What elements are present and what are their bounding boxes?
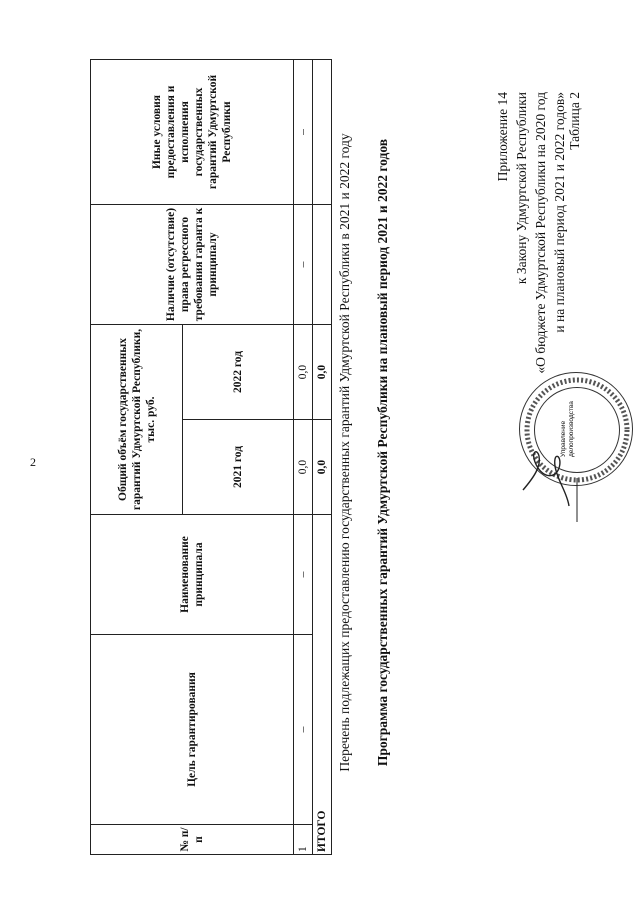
signature (515, 380, 625, 530)
header-total-volume: Общий объём государственных гарантий Удмуртской Республики, тыс. руб. (91, 325, 183, 515)
cell-2021: 0,0 (294, 420, 313, 515)
header-other-conditions: Иные условия предоставления и исполнения государственных гарантий Удмуртской Республики (91, 60, 294, 205)
stamp-line-1: Управление (560, 420, 567, 457)
appendix-line-1: Приложение 14 (495, 92, 510, 182)
appendix-line-2: к Закону Удмуртской Республики (514, 92, 529, 285)
total-2022: 0,0 (313, 325, 332, 420)
total-row (313, 60, 332, 855)
cell-principal: – (294, 515, 313, 635)
header-purpose: Цель гарантирования (91, 635, 294, 825)
page-number: 2 (30, 455, 36, 469)
table-row (294, 60, 313, 855)
header-principal: Наименование принципала (91, 515, 294, 635)
total-2021: 0,0 (313, 420, 332, 515)
appendix-line-3: «О бюджете Удмуртской Республики на 2020 год (533, 92, 548, 374)
header-year-2021: 2021 год (183, 420, 294, 515)
total-regress-empty (313, 205, 332, 325)
cell-2022: 0,0 (294, 325, 313, 420)
header-year-2022: 2022 год (183, 325, 294, 420)
cell-other: – (294, 60, 313, 205)
guarantees-table (90, 59, 332, 855)
stamp-line-2: делопроизводства (568, 401, 575, 457)
cell-purpose: – (294, 635, 313, 825)
cell-regress: – (294, 205, 313, 325)
total-label: ИТОГО (313, 515, 332, 855)
cell-num: 1 (294, 825, 313, 855)
appendix-line-4: и на плановый период 2021 и 2022 годов» (552, 92, 567, 333)
header-num: № п/п (91, 825, 294, 855)
appendix-header (493, 92, 569, 374)
table-label: Таблица 2 (567, 92, 582, 150)
header-regress: Наличие (отсутствие) права регрессного требования гаранта к принципалу (91, 205, 294, 325)
page-subtitle: Перечень подлежащих предоставлению государственных гарантий Удмуртской Республики в 2021 и 2022 году (337, 133, 352, 772)
total-other-empty (313, 60, 332, 205)
page-title: Программа государственных гарантий Удмуртской Республики на плановый период 2021 и 2022 годов (375, 138, 390, 767)
